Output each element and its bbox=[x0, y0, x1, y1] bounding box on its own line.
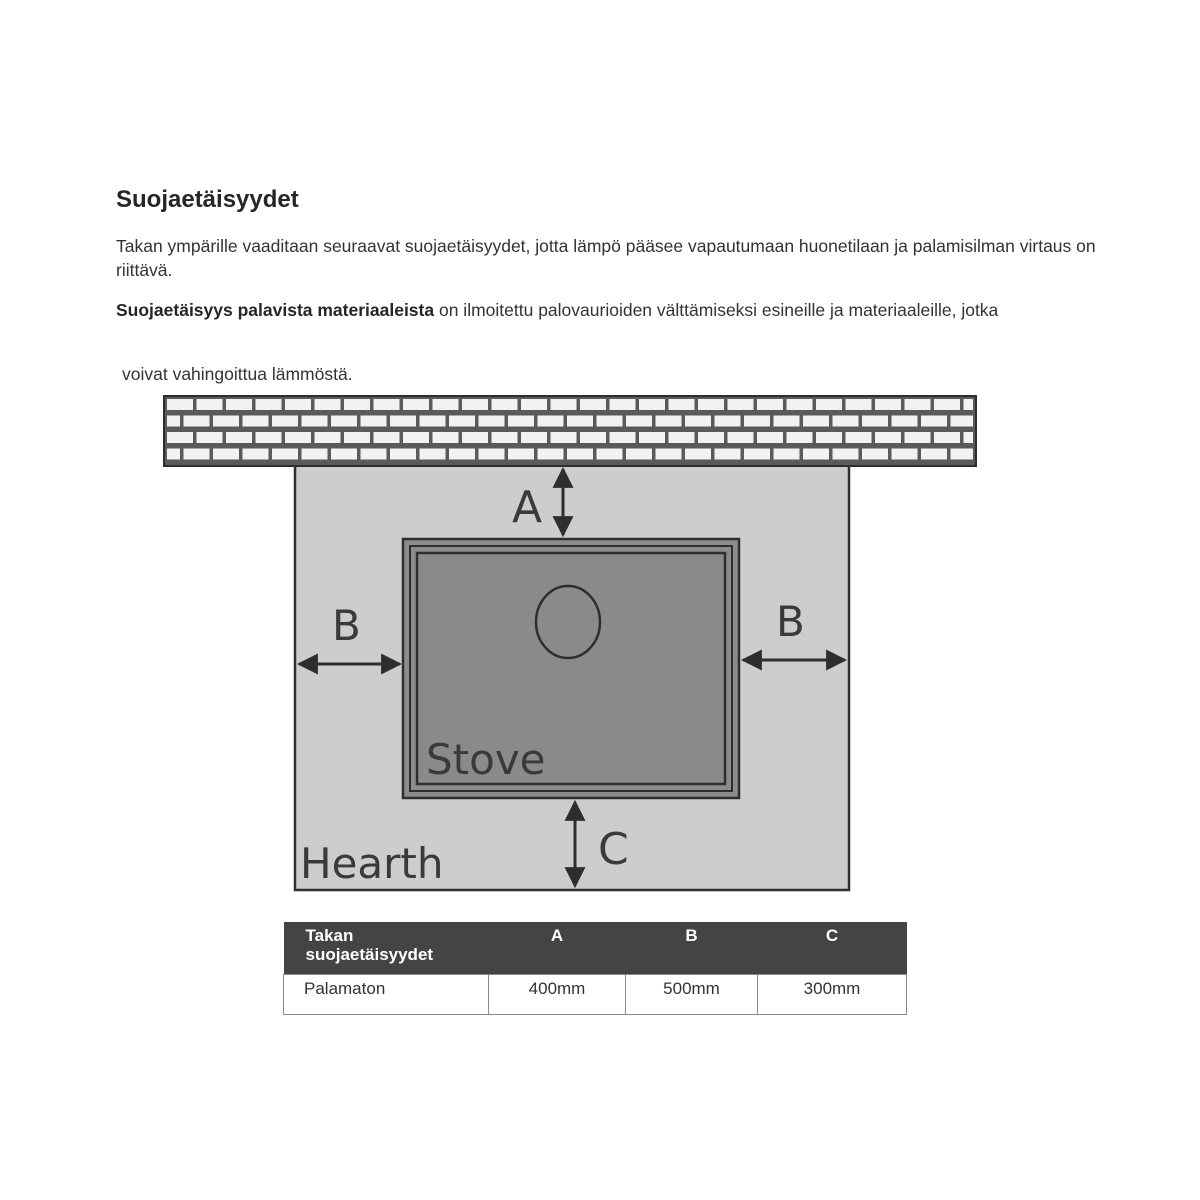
brick bbox=[816, 432, 842, 443]
label-c: C bbox=[598, 824, 629, 875]
brick bbox=[921, 449, 947, 460]
brick bbox=[934, 432, 960, 443]
brick bbox=[610, 432, 636, 443]
brick bbox=[243, 416, 269, 427]
brick bbox=[538, 449, 564, 460]
brick bbox=[184, 416, 210, 427]
brick bbox=[315, 399, 341, 410]
brick bbox=[964, 399, 974, 410]
section-heading: Suojaetäisyydet bbox=[116, 186, 299, 213]
brick bbox=[551, 399, 577, 410]
brick bbox=[833, 449, 859, 460]
brick bbox=[390, 416, 416, 427]
brick bbox=[715, 449, 741, 460]
brick bbox=[167, 416, 180, 427]
brick bbox=[833, 416, 859, 427]
brick bbox=[685, 416, 711, 427]
label-b-right: B bbox=[776, 597, 805, 646]
brick bbox=[626, 449, 652, 460]
brick bbox=[744, 449, 770, 460]
brick bbox=[934, 399, 960, 410]
brick bbox=[449, 416, 475, 427]
brick bbox=[213, 449, 239, 460]
brick bbox=[846, 432, 872, 443]
header-a: A bbox=[489, 922, 626, 974]
brick bbox=[626, 416, 652, 427]
brick bbox=[846, 399, 872, 410]
clearance-table bbox=[283, 922, 907, 1015]
brick bbox=[272, 449, 298, 460]
brick bbox=[492, 399, 518, 410]
brick bbox=[521, 399, 547, 410]
brick bbox=[167, 399, 193, 410]
brick bbox=[774, 449, 800, 460]
brick bbox=[787, 432, 813, 443]
brick bbox=[167, 432, 193, 443]
brick bbox=[184, 449, 210, 460]
label-a: A bbox=[512, 482, 543, 533]
brick bbox=[757, 432, 783, 443]
brick bbox=[433, 432, 459, 443]
brick bbox=[639, 432, 665, 443]
brick bbox=[331, 449, 357, 460]
brick bbox=[951, 416, 974, 427]
brick bbox=[567, 416, 593, 427]
hearth-label: Hearth bbox=[300, 839, 444, 888]
brick bbox=[685, 449, 711, 460]
brick bbox=[285, 432, 311, 443]
brick bbox=[774, 416, 800, 427]
header-c: C bbox=[758, 922, 907, 974]
brick bbox=[964, 432, 974, 443]
brick bbox=[374, 399, 400, 410]
brick bbox=[403, 399, 429, 410]
brick bbox=[256, 432, 282, 443]
brick bbox=[256, 399, 282, 410]
brick bbox=[656, 449, 682, 460]
label-b-left: B bbox=[332, 601, 361, 650]
brick bbox=[344, 432, 370, 443]
brick bbox=[905, 432, 931, 443]
brick bbox=[449, 449, 475, 460]
brick bbox=[420, 449, 446, 460]
brick bbox=[479, 416, 505, 427]
brick bbox=[492, 432, 518, 443]
brick bbox=[698, 399, 724, 410]
value-b: 500mm bbox=[626, 974, 758, 1014]
brick bbox=[433, 399, 459, 410]
brick bbox=[243, 449, 269, 460]
brick bbox=[226, 432, 252, 443]
brick bbox=[580, 399, 606, 410]
brick bbox=[315, 432, 341, 443]
stove-label: Stove bbox=[426, 735, 546, 784]
brick bbox=[361, 416, 387, 427]
brick bbox=[302, 416, 328, 427]
brick bbox=[892, 449, 918, 460]
brick bbox=[479, 449, 505, 460]
table-row bbox=[284, 974, 907, 1014]
brick bbox=[892, 416, 918, 427]
table-header-row bbox=[284, 922, 907, 974]
brick bbox=[610, 399, 636, 410]
row-label: Palamaton bbox=[284, 974, 489, 1014]
combustible-continuation: voivat vahingoittua lämmöstä. bbox=[122, 364, 353, 384]
brick bbox=[951, 449, 974, 460]
brick bbox=[715, 416, 741, 427]
header-b: B bbox=[626, 922, 758, 974]
brick bbox=[213, 416, 239, 427]
brick bbox=[597, 449, 623, 460]
brick bbox=[816, 399, 842, 410]
brick bbox=[361, 449, 387, 460]
value-c: 300mm bbox=[758, 974, 907, 1014]
brick bbox=[656, 416, 682, 427]
brick bbox=[921, 416, 947, 427]
brick bbox=[462, 432, 488, 443]
brick bbox=[197, 432, 223, 443]
brick bbox=[374, 432, 400, 443]
brick bbox=[226, 399, 252, 410]
brick bbox=[875, 432, 901, 443]
brick bbox=[344, 399, 370, 410]
flue-outlet bbox=[536, 586, 600, 658]
brick bbox=[285, 399, 311, 410]
brick bbox=[639, 399, 665, 410]
brick bbox=[302, 449, 328, 460]
brick bbox=[567, 449, 593, 460]
brick bbox=[538, 416, 564, 427]
brick bbox=[698, 432, 724, 443]
value-a: 400mm bbox=[489, 974, 626, 1014]
brick bbox=[862, 416, 888, 427]
brick bbox=[875, 399, 901, 410]
brick bbox=[508, 449, 534, 460]
brick bbox=[862, 449, 888, 460]
header-clearances: Takan suojaetäisyydet bbox=[284, 922, 489, 974]
brick bbox=[669, 399, 695, 410]
brick bbox=[597, 416, 623, 427]
brick bbox=[331, 416, 357, 427]
brick bbox=[272, 416, 298, 427]
brick bbox=[580, 432, 606, 443]
brick bbox=[167, 449, 180, 460]
brick bbox=[803, 416, 829, 427]
brick-wall bbox=[164, 396, 976, 466]
intro-paragraph: Takan ympärille vaaditaan seuraavat suojaetäisyydet, jotta lämpö pääsee vapautumaan huonetilaan ja palamisilman virtaus on riittävä. bbox=[116, 236, 1096, 280]
brick bbox=[728, 432, 754, 443]
brick bbox=[462, 399, 488, 410]
brick bbox=[197, 399, 223, 410]
brick bbox=[757, 399, 783, 410]
combustible-bold-phrase: Suojaetäisyys palavista materiaaleista bbox=[116, 300, 435, 320]
brick bbox=[728, 399, 754, 410]
brick bbox=[403, 432, 429, 443]
brick bbox=[905, 399, 931, 410]
brick bbox=[508, 416, 534, 427]
brick bbox=[521, 432, 547, 443]
combustible-rest: on ilmoitettu palovaurioiden välttämiseksi esineille ja materiaaleille, jotka bbox=[438, 300, 999, 320]
brick bbox=[420, 416, 446, 427]
brick bbox=[551, 432, 577, 443]
brick bbox=[787, 399, 813, 410]
brick bbox=[669, 432, 695, 443]
brick bbox=[744, 416, 770, 427]
brick bbox=[803, 449, 829, 460]
brick bbox=[390, 449, 416, 460]
